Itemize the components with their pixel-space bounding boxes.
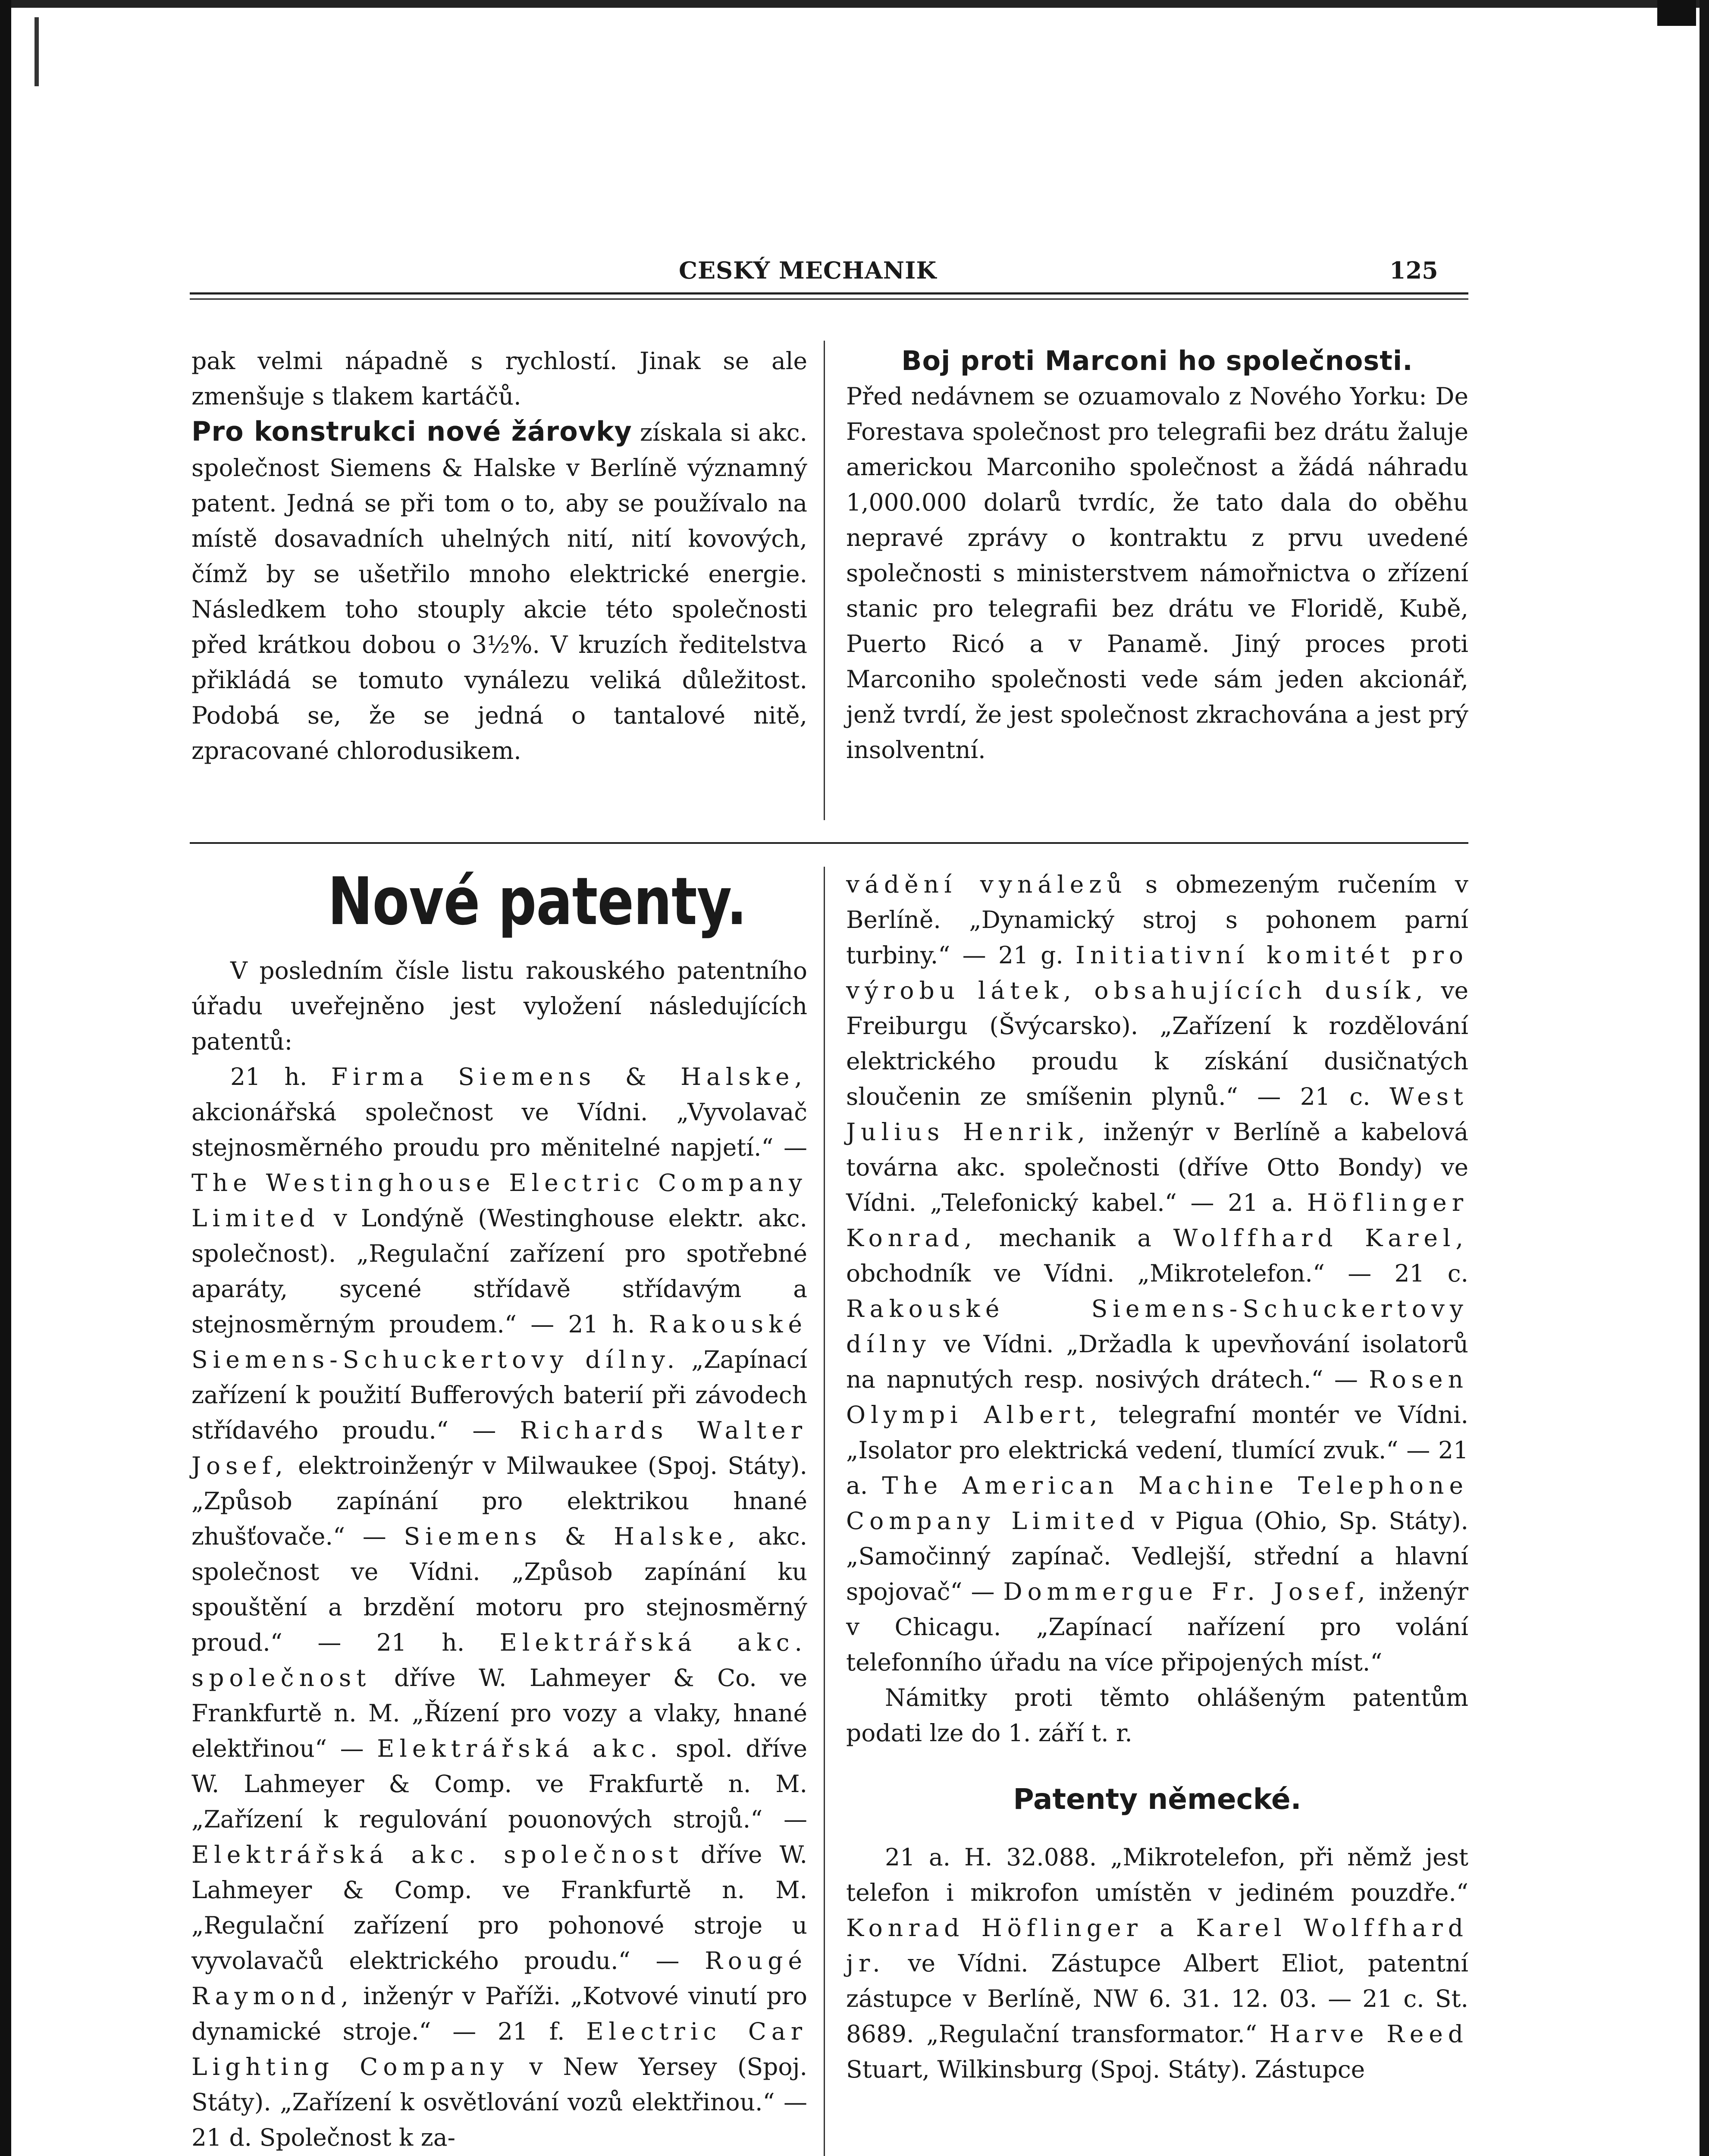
patent-text: elektroinženýr v Milwaukee (Spoj. Státy). „Způsob zapínání pro elektrikou hnané zhušťovače.“ —: [191, 1452, 807, 1550]
patent-class: 21 h.: [230, 1063, 307, 1091]
column-divider-top: [824, 341, 825, 820]
patent-text: akcionářská společnost ve Vídni. „Vyvolavač stejnosměrného proudu pro měnitelné napjetí.“ —: [191, 1098, 807, 1161]
patent-list: [846, 1839, 1468, 2087]
paragraph: Námitky proti těmto ohlášeným patentům podati lze do 1. září t. r.: [846, 1684, 1468, 1747]
patent-text: akc. společnost ve Vídni. „Způsob zapínání ku spouštění a brzdění motoru pro stejnosměrný proud.“ — 21 h.: [191, 1523, 808, 1656]
applicant-name: vádění vynálezů: [846, 871, 1127, 898]
header-rule-thick: [190, 292, 1468, 295]
paragraph: pak velmi nápadně s rychlostí. Jinak se ale zmenšuje s tlakem kartáčů.: [191, 347, 807, 410]
scan-edge-right: [1700, 0, 1709, 2156]
scan-left-mark: [34, 17, 39, 86]
applicant-name: Konrad Höflinger a Karel Wolffhard jr.: [846, 1914, 1468, 1977]
applicant-name: Harve Reed: [1269, 2020, 1468, 2048]
applicant-name: Initiativní komitét pro výrobu látek, obsahujících dusík,: [846, 941, 1469, 1004]
paragraph: V posledním čísle listu rakouského patentního úřadu uveřejněno jest vyložení následujících patentů:: [191, 957, 807, 1055]
applicant-name: Electric Car Lighting Company: [191, 2018, 807, 2081]
patent-text: mechanik a: [999, 1224, 1152, 1252]
applicant-name: West Julius Henrik,: [846, 1083, 1469, 1146]
applicant-name: Höflinger Konrad,: [846, 1189, 1469, 1252]
patent-text: dříve W. Lahmeyer & Comp. ve Frankfurtě n. M. „Regulační zařízení pro pohonové stroje u vyvolavačů elektrického proudu.“ —: [191, 1841, 808, 1974]
patent-text: v Londýně (Westinghouse elektr. akc. společnost). „Regulační zařízení pro spotřebné aparáty, sycené střídavě střídavým a stejnosměrným proudem.“ — 21 h.: [191, 1204, 807, 1338]
applicant-name: Elektrářská akc.: [377, 1735, 663, 1762]
applicant-name: Rougé Raymond,: [191, 1947, 808, 2010]
applicant-name: Wolffhard Karel,: [1173, 1224, 1468, 1252]
applicant-name: Firma Siemens & Halske,: [331, 1063, 808, 1091]
scan-corner-mark: [1657, 0, 1696, 26]
patent-text: obchodník ve Vídni. „Mikrotelefon.“ — 21 c.: [846, 1260, 1468, 1287]
patent-text: dříve W. Lahmeyer & Co. ve Frankfurtě n. M. „Řízení pro vozy a vlaky, hnané elektřinou“ —: [191, 1664, 807, 1762]
patent-text: spol. dříve W. Lahmeyer & Comp. ve Frakfurtě n. M. „Zařízení k regulování pouonových strojů.“ —: [191, 1735, 808, 1833]
applicant-name: The American Machine Telephone Company Limited: [846, 1472, 1469, 1535]
patent-text: v New Yersey (Spoj. Státy). „Zařízení k osvětlování vozů elektřinou.“ — 21 d. Společnost k za-: [191, 2053, 808, 2151]
scan-edge-left: [0, 0, 11, 2156]
paragraph-text: získala si akc. společnost Siemens & Halske v Berlíně významný patent. Jedná se při tom o to, aby se používalo na místě dosavadních uhelných nití, nití kovových, čímž by se ušetřilo mnoho elektrické energie. Následkem toho stouply akcie této společnosti před krátkou dobou o 3½%. V kruzích ředitelstva přikládá se tomuto vynálezu veliká důležitost. Podobá se, že se jedná o tantalové nitě, zpracované chlorodusikem.: [191, 419, 808, 765]
section-divider: [190, 842, 1468, 844]
paragraph: Před nedávnem se ozuamovalo z Nového Yorku: De Forestava společnost pro telegrafii bez drátu žaluje americkou Marconiho společnost a žádá náhradu 1,000.000 dolarů tvrdíc, že tato dala do oběhu nepravé zprávy o kontraktu z prvu uvedené společnosti s ministerstvem námořnictva o zřízení stanic pro telegrafii bez drátu ve Floridě, Kubě, Puerto Ricó a v Panamě. Jiný proces proti Marconiho společnosti vede sám jeden akcionář, jenž tvrdí, že jest společnost zkrachována a jest prý insolventní.: [846, 382, 1468, 764]
patent-text: ve Vídni. „Držadla k upevňování isolatorů na napnutých resp. nosivých drátech.“ —: [846, 1330, 1469, 1393]
applicant-name: Rakouské Siemens-Schuckertovy dílny: [846, 1295, 1468, 1358]
patent-text: telegrafní montér ve Vídni. „Isolator pro elektrická vedení, tlumící zvuk.“ — 21 a.: [846, 1401, 1468, 1499]
patent-text: s obmezeným ručením v Berlíně. „Dynamický stroj s pohonem parní turbiny.“ — 21 g.: [846, 871, 1468, 969]
patent-text: inženýr v Chicagu. „Zapínací nařízení pro volání telefonního úřadu na více připojených míst.“: [846, 1578, 1468, 1676]
patent-text: ve Freiburgu (Švýcarsko). „Zařízení k rozdělování elektrického proudu k získání dusičnatých sloučenin ze smíšenin plynů.“ — 21 c.: [846, 977, 1469, 1110]
patent-text: ve Vídni. Zástupce Albert Eliot, patentní zástupce v Berlíně, NW 6. 31. 12. 03. — 21 c. St. 8689. „Regulační transformator.“: [846, 1949, 1469, 2048]
applicant-name: Siemens & Halske,: [404, 1523, 740, 1550]
applicant-name: Elektrářská akc. společnost: [191, 1629, 807, 1692]
paragraph: [191, 414, 807, 768]
header-rule-thin: [190, 298, 1468, 300]
patent-list: [191, 1059, 807, 2155]
article-headline: Pro konstrukci nové žárovky: [191, 416, 632, 447]
article-headline: Boj proti Marconi ho společnosti.: [901, 345, 1413, 376]
applicant-name: Dommergue Fr. Josef,: [1003, 1578, 1370, 1605]
patent-text: „Zapínací zařízení k použití Bufferových baterií při závodech střídavého proudu.“ —: [191, 1346, 807, 1444]
patents-right-column: [846, 867, 1468, 2087]
article-right-top: [846, 343, 1468, 768]
patent-text: inženýr v Berlíně a kabelová továrna akc. společnosti (dříve Otto Bondy) ve Vídni. „Telefonický kabel.“ — 21 a.: [846, 1118, 1469, 1216]
applicant-name: Rosen Olympi Albert,: [846, 1366, 1468, 1429]
section-title: Nové patenty.: [328, 863, 747, 940]
patent-text: Stuart, Wilkinsburg (Spoj. Státy). Zástupce: [846, 2056, 1365, 2083]
page-number: 125: [1389, 257, 1438, 284]
patent-text: v Pigua (Ohio, Sp. Státy). „Samočinný zapínač. Vedlejší, střední a hlavní spojovač“ —: [846, 1507, 1469, 1605]
patents-left-column: [191, 953, 807, 2155]
scan-edge-top: [0, 0, 1709, 8]
patent-list: [846, 867, 1468, 1680]
applicant-name: The Westinghouse Electric Company Limited: [191, 1169, 807, 1232]
patent-text: 21 a. H. 32.088. „Mikrotelefon, při němž jest telefon i mikrofon umístěn v jediném pouzdře.“: [846, 1843, 1468, 1906]
article-left-top: [191, 343, 807, 768]
applicant-name: Richards Walter Josef,: [191, 1416, 807, 1479]
applicant-name: Elektrářská akc. společnost: [191, 1841, 684, 1868]
column-divider-bottom: [824, 867, 825, 2156]
subsection-title: Patenty německé.: [1013, 1783, 1301, 1816]
applicant-name: Rakouské Siemens-Schuckertovy dílny.: [191, 1310, 808, 1373]
running-title: CESKÝ MECHANIK: [679, 257, 937, 284]
patent-text: inženýr v Paříži. „Kotvové vinutí pro dynamické stroje.“ — 21 f.: [191, 1982, 807, 2045]
